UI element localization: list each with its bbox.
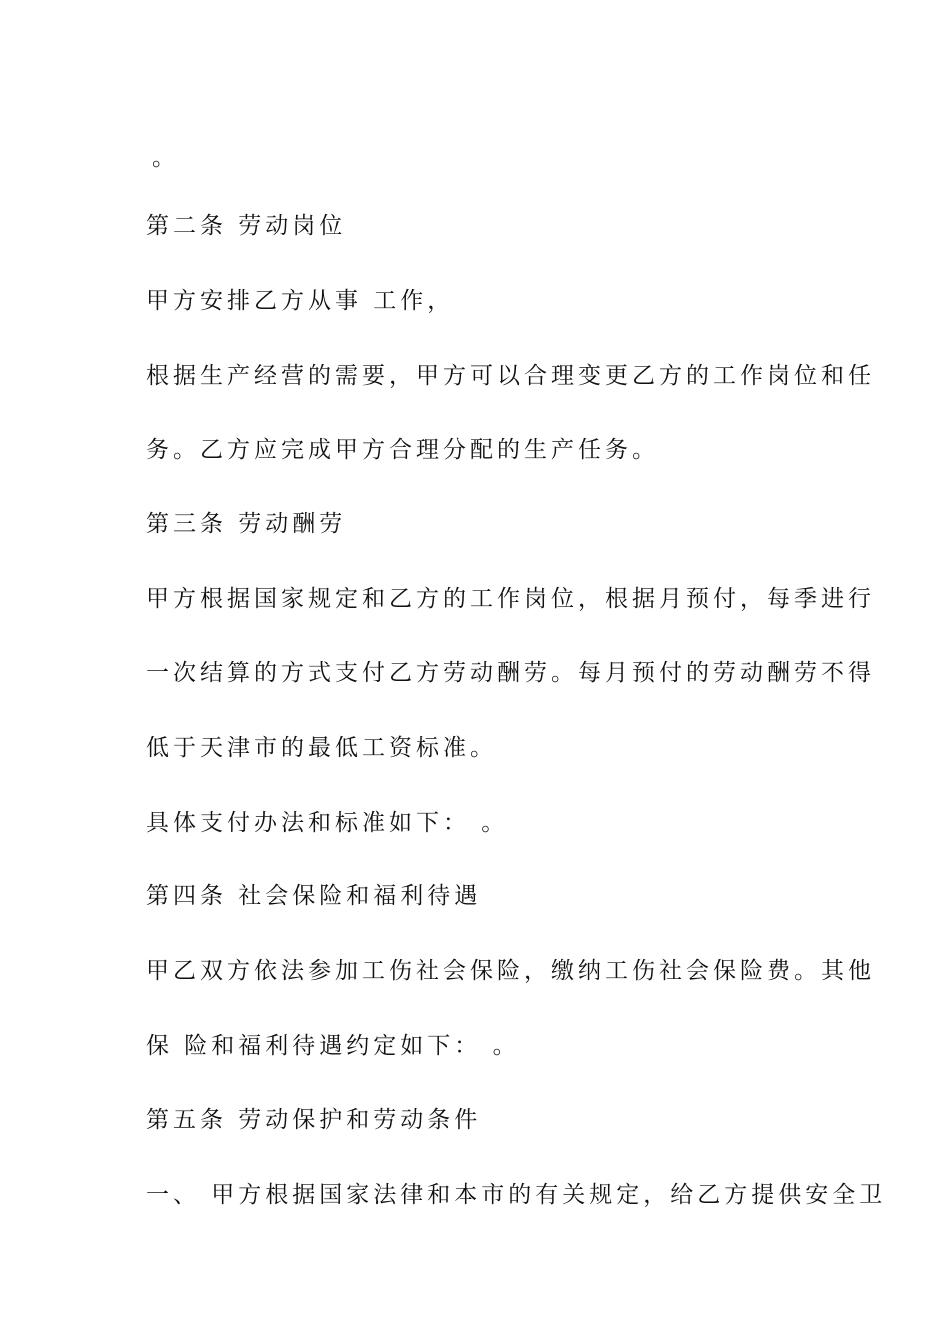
paragraph-line: 务。乙方应完成甲方合理分配的生产任务。: [146, 437, 659, 463]
heading-article-5: 第五条 劳动保护和劳动条件: [146, 1107, 482, 1133]
heading-article-2: 第二条 劳动岗位: [146, 213, 347, 239]
paragraph-line: 甲方安排乙方从事 工作，: [146, 288, 455, 314]
heading-article-3: 第三条 劳动酬劳: [146, 511, 347, 537]
text-line-period: 。: [152, 145, 179, 171]
paragraph-line: 一、 甲方根据国家法律和本市的有关规定，给乙方提供安全卫: [146, 1182, 887, 1208]
paragraph-line: 低于天津市的最低工资标准。: [146, 735, 497, 761]
paragraph-line: 甲乙双方依法参加工伤社会保险，缴纳工伤社会保险费。其他: [146, 958, 875, 984]
paragraph-line: 具体支付办法和标准如下： 。: [146, 810, 509, 836]
paragraph-line: 甲方根据国家规定和乙方的工作岗位，根据月预付，每季进行: [146, 586, 875, 612]
paragraph-line: 一次结算的方式支付乙方劳动酬劳。每月预付的劳动酬劳不得: [146, 660, 875, 686]
paragraph-line: 根据生产经营的需要，甲方可以合理变更乙方的工作岗位和任: [146, 363, 875, 389]
heading-article-4: 第四条 社会保险和福利待遇: [146, 883, 482, 909]
paragraph-line: 保 险和福利待遇约定如下： 。: [146, 1033, 520, 1059]
